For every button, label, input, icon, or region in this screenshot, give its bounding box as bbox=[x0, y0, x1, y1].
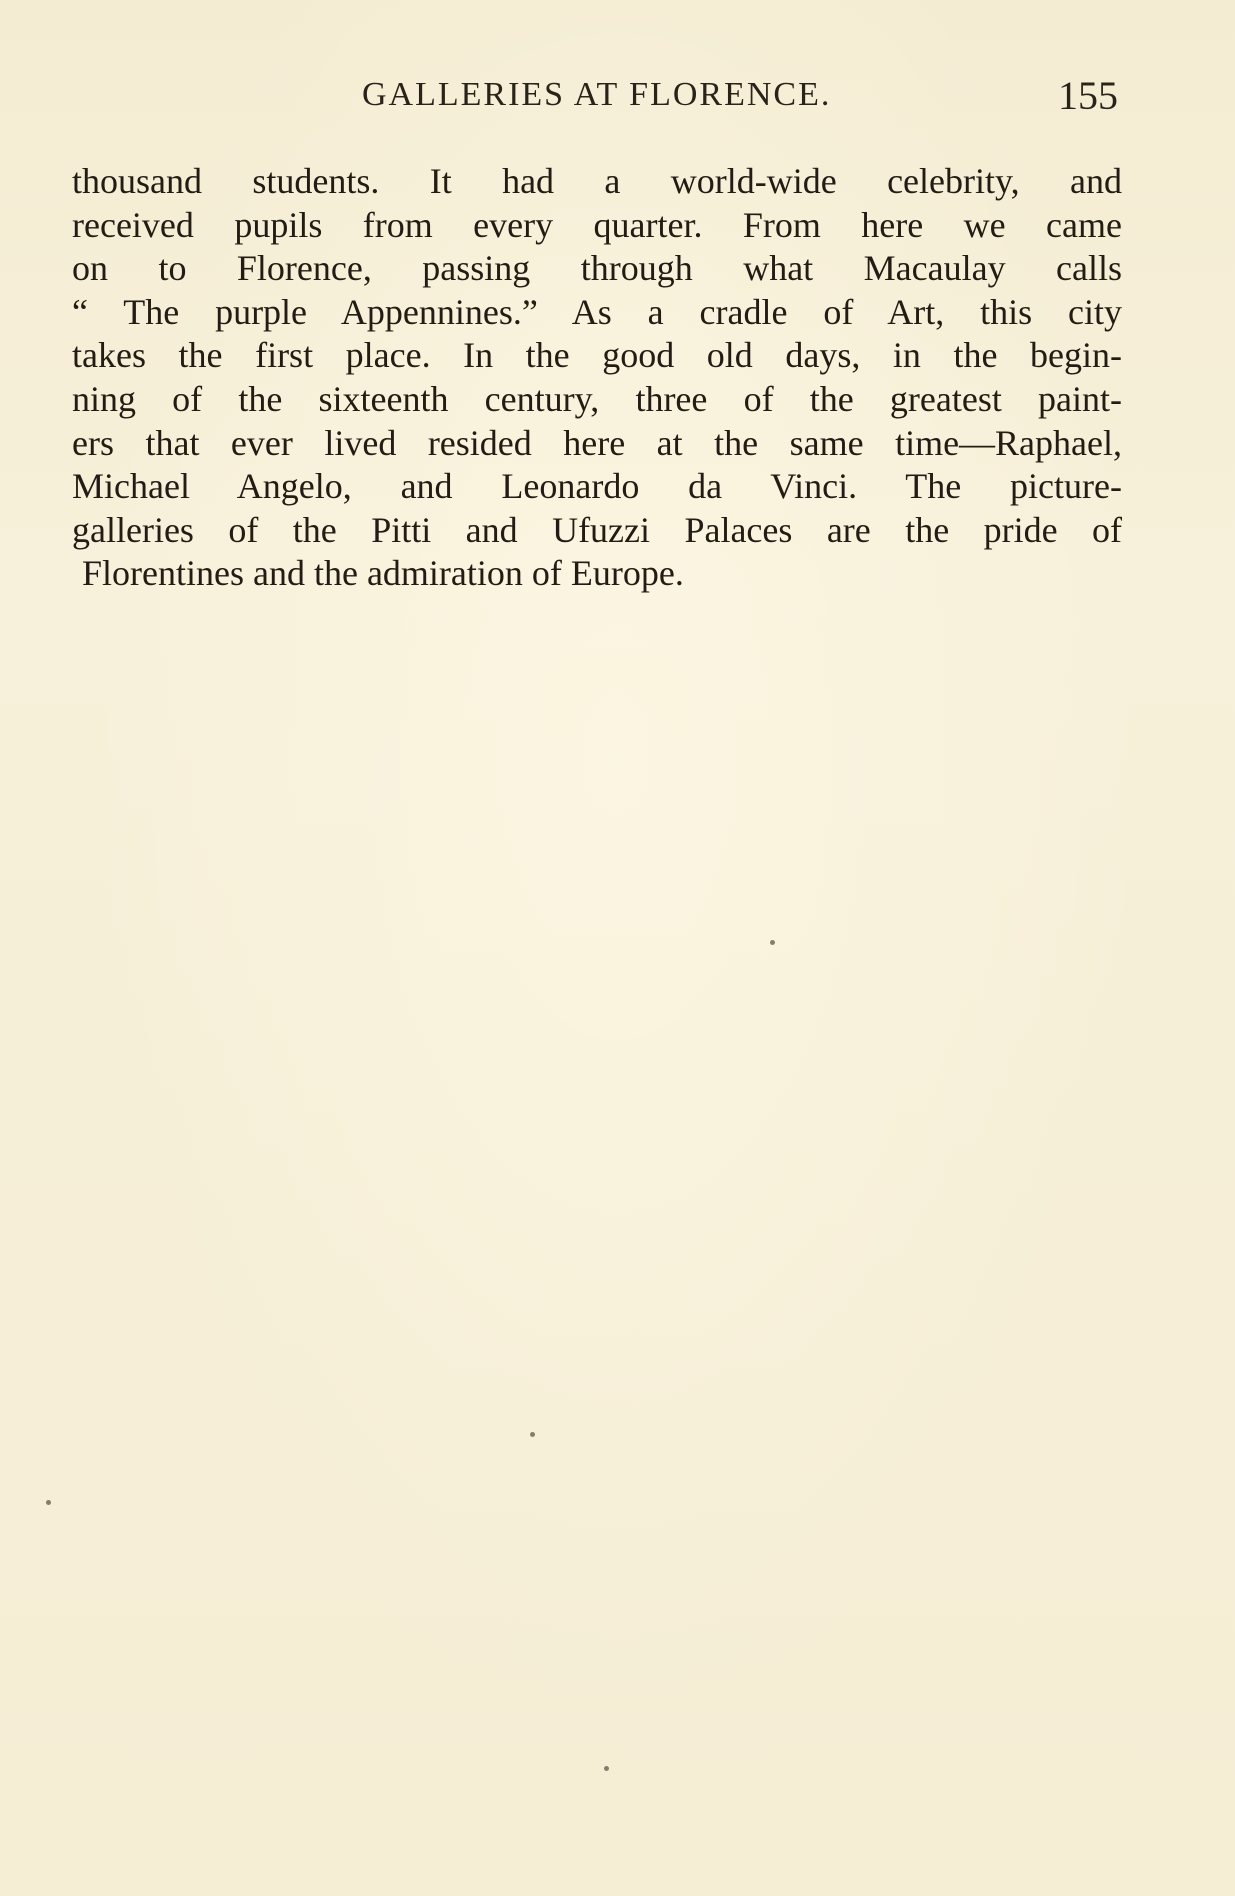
paper-speck bbox=[530, 1432, 535, 1437]
text-line: galleries of the Pitti and Ufuzzi Palaces are the pride of bbox=[72, 509, 1122, 550]
body-text bbox=[72, 160, 1122, 596]
text-line: Michael Angelo, and Leonardo da Vinci. The picture- bbox=[72, 466, 1122, 507]
paper-speck bbox=[604, 1766, 609, 1771]
text-line: “ The purple Appennines.” As a cradle of Art, this city bbox=[72, 291, 1122, 332]
text-line: Florentines and the admiration of Europe. bbox=[82, 553, 684, 594]
text-line: thousand students. It had a world-wide celebrity, and bbox=[72, 161, 1122, 201]
text-line: ers that ever lived resided here at the same time—Raphael, bbox=[72, 422, 1122, 463]
paper-speck bbox=[46, 1500, 51, 1505]
reverse-page-bleed-through bbox=[60, 548, 1140, 1798]
text-line: received pupils from every quarter. From here we came bbox=[72, 204, 1122, 245]
running-title: GALLERIES AT FLORENCE. bbox=[362, 76, 832, 113]
running-header bbox=[72, 72, 1124, 122]
text-line: ning of the sixteenth century, three of the greatest paint- bbox=[72, 378, 1122, 419]
page-number: 155 bbox=[1058, 73, 1118, 118]
text-line: on to Florence, passing through what Macaulay calls bbox=[72, 248, 1122, 289]
paper-speck bbox=[770, 940, 775, 945]
text-line: takes the first place. In the good old days, in the begin- bbox=[72, 335, 1122, 376]
